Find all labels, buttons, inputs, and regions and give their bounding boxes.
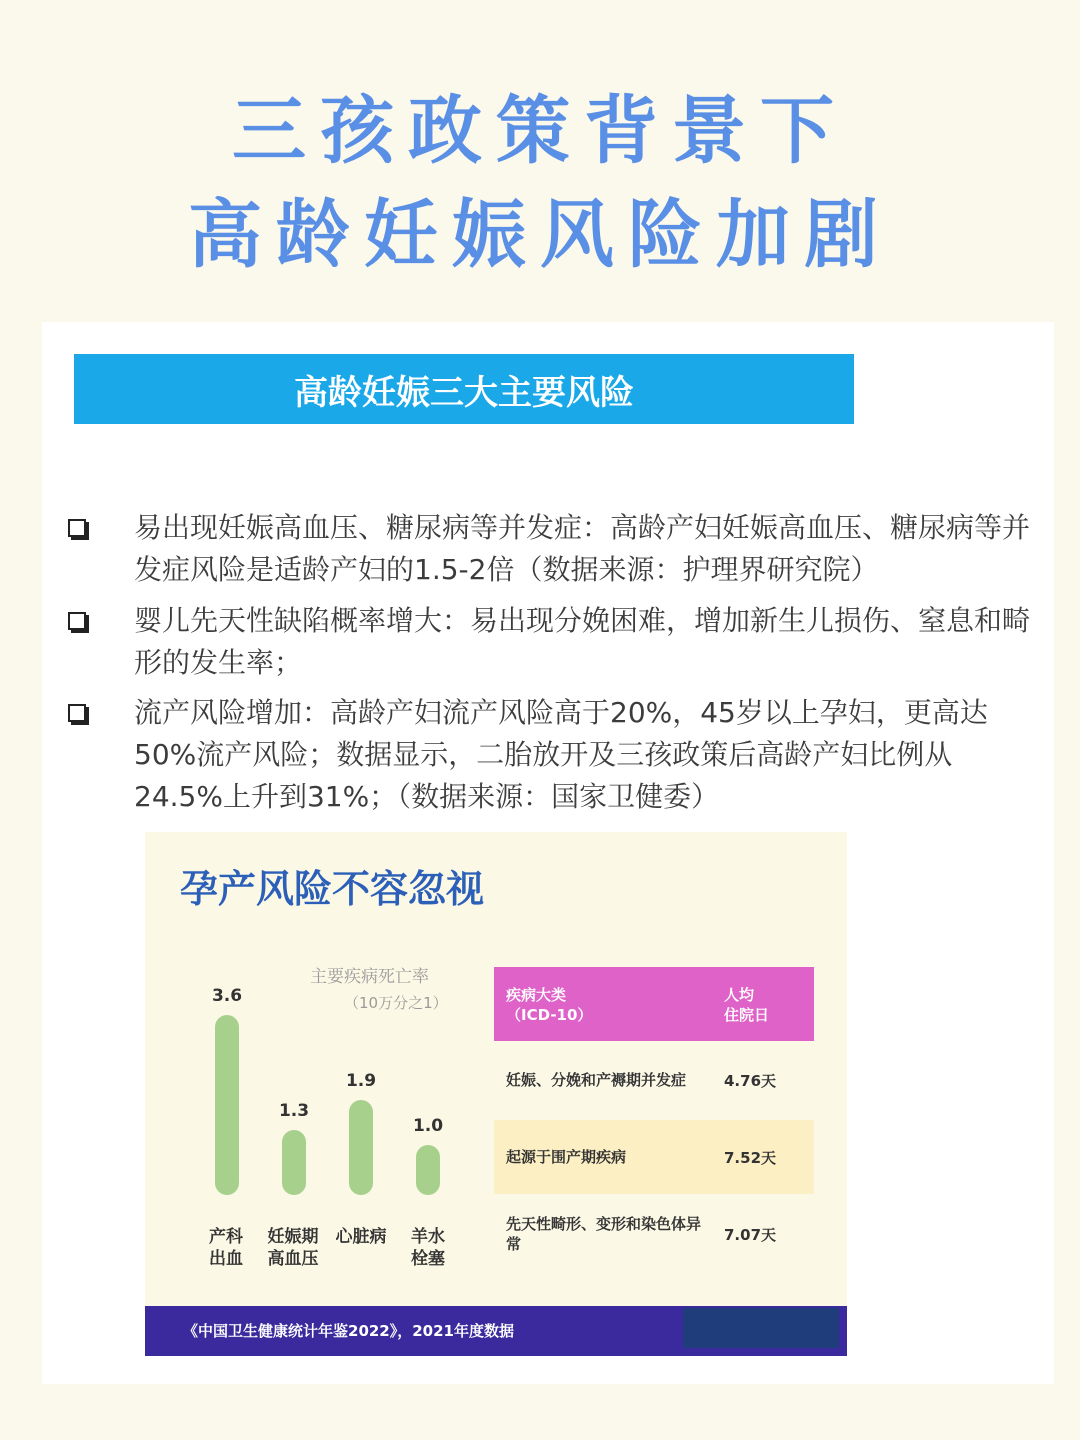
table-header-col2 bbox=[724, 985, 769, 1025]
chart-data-label: 3.6 bbox=[211, 986, 243, 1006]
source-footer bbox=[145, 1306, 847, 1356]
chart-category-label bbox=[326, 1226, 396, 1248]
chart-title: 主要疾病死亡率 bbox=[310, 967, 429, 987]
table-cell-disease: 起源于围产期疾病 bbox=[506, 1148, 627, 1166]
table-cell-disease: 妊娠、分娩和产褥期并发症 bbox=[506, 1071, 687, 1089]
table-row bbox=[494, 1120, 814, 1194]
section-banner: 高龄妊娠三大主要风险 bbox=[74, 354, 854, 424]
table-header-col1-line1: 疾病大类 bbox=[506, 986, 567, 1004]
chart-category-label-line: 产科 bbox=[209, 1227, 243, 1247]
chart-subtitle: （10万分之1） bbox=[344, 994, 448, 1012]
chart-bar bbox=[282, 1130, 306, 1195]
table-cell-days: 7.52天 bbox=[724, 1149, 777, 1167]
list-item bbox=[68, 692, 1038, 818]
chart-data-label: 1.3 bbox=[278, 1101, 310, 1121]
table-row bbox=[494, 1048, 814, 1114]
list-item-text: 易出现妊娠高血压、糖尿病等并发症：高龄产妇妊娠高血压、糖尿病等并发症风险是适龄产妇的1.5-2倍（数据来源：护理界研究院） bbox=[134, 511, 1031, 586]
page-title-line1: 三孩政策背景下 bbox=[232, 88, 848, 174]
checkbox-icon bbox=[68, 704, 86, 722]
list-item-text: 婴儿先天性缺陷概率增大：易出现分娩困难，增加新生儿损伤、窒息和畸形的发生率； bbox=[134, 604, 1031, 679]
chart-category-label-line: 心脏病 bbox=[335, 1227, 387, 1247]
page-title-line2: 高龄妊娠风险加剧 bbox=[188, 192, 892, 278]
table-row bbox=[494, 1200, 814, 1270]
chart-category-label-line: 羊水 bbox=[411, 1227, 445, 1247]
table-cell-days: 7.07天 bbox=[724, 1226, 777, 1244]
table-header-col1-line2: （ICD-10） bbox=[506, 1006, 593, 1024]
table-cell-days: 4.76天 bbox=[724, 1072, 777, 1090]
table-header-col2-line1: 人均 bbox=[724, 986, 755, 1004]
chart-category-label bbox=[393, 1226, 463, 1270]
chart-data-label: 1.9 bbox=[345, 1071, 377, 1091]
chart-data-label: 1.0 bbox=[412, 1116, 444, 1136]
table-cell-disease: 先天性畸形、变形和染色体异常 bbox=[506, 1215, 702, 1253]
table-header bbox=[494, 967, 814, 1041]
mortality-bar-chart bbox=[190, 960, 470, 1210]
chart-category-label-line: 高血压 bbox=[267, 1249, 319, 1269]
chart-category-label bbox=[191, 1226, 261, 1270]
chart-bar bbox=[416, 1145, 440, 1195]
table-header-col2-line2: 住院日 bbox=[724, 1006, 770, 1024]
list-item-text: 流产风险增加：高龄产妇流产风险高于20%，45岁以上孕妇，更高达50%流产风险；数据显示，二胎放开及三孩政策后高龄产妇比例从24.5%上升到31%；（数据来源：国家卫健委） bbox=[134, 696, 988, 813]
chart-bar bbox=[349, 1100, 373, 1195]
checkbox-icon bbox=[68, 612, 86, 630]
table-header-col1 bbox=[506, 985, 592, 1025]
list-item bbox=[68, 507, 1038, 591]
chart-category-label-line: 栓塞 bbox=[411, 1249, 445, 1269]
panel-title: 孕产风险不容忽视 bbox=[180, 867, 485, 911]
chart-category-label-line: 妊娠期 bbox=[267, 1227, 319, 1247]
chart-bar bbox=[215, 1015, 239, 1195]
checkbox-icon bbox=[68, 519, 86, 537]
chart-category-label-line: 出血 bbox=[209, 1249, 243, 1269]
list-item bbox=[68, 600, 1038, 684]
chart-category-label bbox=[258, 1226, 328, 1270]
source-text: 《中国卫生健康统计年鉴2022》，2021年度数据 bbox=[183, 1322, 514, 1340]
footer-decoration bbox=[683, 1308, 839, 1348]
